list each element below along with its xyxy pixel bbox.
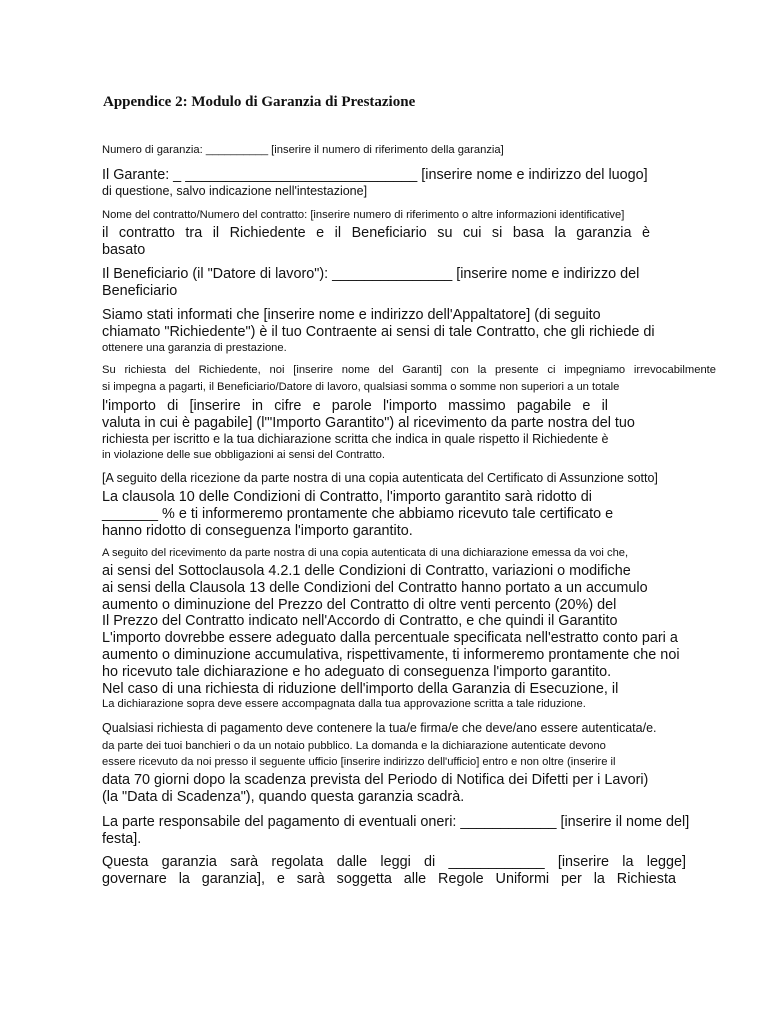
text-line: Il Beneficiario (il "Datore di lavoro"): _______________ [inserire nome e indirizzo del: [102, 266, 640, 282]
text-line: Questa garanzia sarà regolata dalle leggi di ____________ [inserire la legge]: [102, 854, 686, 870]
text-line: _______ % e ti informeremo prontamente che abbiamo ricevuto tale certificato e: [102, 506, 614, 522]
text-line: si impegna a pagarti, il Beneficiario/Datore di lavoro, qualsiasi somma o somme non superiori a un totale: [102, 381, 620, 393]
text-line: [A seguito della ricezione da parte nostra di una copia autenticata del Certificato di Assunzione sotto]: [102, 471, 658, 485]
text-line: da parte dei tuoi banchieri o da un notaio pubblico. La domanda e la dichiarazione autenticate devono: [102, 740, 606, 752]
text-line: ai sensi della Clausola 13 delle Condizioni del Contratto hanno portato a un accumulo: [102, 580, 648, 596]
text-line: Il Prezzo del Contratto indicato nell'Accordo di Contratto, e che quindi il Garantito: [102, 613, 618, 629]
text-line: A seguito del ricevimento da parte nostra di una copia autenticata di una dichiarazione emessa da voi che,: [102, 547, 629, 559]
text-line: (la "Data di Scadenza"), quando questa garanzia scadrà.: [102, 789, 465, 805]
text-line: data 70 giorni dopo la scadenza prevista del Periodo di Notifica dei Difetti per i Lavori): [102, 772, 649, 788]
text-line: ho ricevuto tale dichiarazione e ho adeguato di conseguenza l'importo garantito.: [102, 664, 612, 680]
text-line: Qualsiasi richiesta di pagamento deve contenere la tua/e firma/e che deve/ano essere autenticata/e.: [102, 721, 657, 735]
text-line: il contratto tra il Richiedente e il Beneficiario su cui si basa la garanzia è: [102, 225, 650, 241]
text-line: aumento o diminuzione del Prezzo del Contratto di oltre venti percento (20%) del: [102, 597, 617, 613]
text-line: chiamato "Richiedente") è il tuo Contraente ai sensi di tale Contratto, che gli richiede di: [102, 324, 655, 340]
text-line: ottenere una garanzia di prestazione.: [102, 342, 287, 354]
text-line: Beneficiario: [102, 283, 178, 299]
text-line: Su richiesta del Richiedente, noi [inserire nome del Garanti] con la presente ci impegniamo irrevocabilmente: [102, 364, 716, 376]
text-line: La parte responsabile del pagamento di eventuali oneri: ____________ [inserire il nome del]: [102, 814, 690, 830]
text-line: La clausola 10 delle Condizioni di Contratto, l'importo garantito sarà ridotto di: [102, 489, 592, 505]
text-line: hanno ridotto di conseguenza l'importo garantito.: [102, 523, 413, 539]
text-line: valuta in cui è pagabile] (l'"Importo Garantito") al ricevimento da parte nostra del tuo: [102, 415, 635, 431]
text-line: Nome del contratto/Numero del contratto: [inserire numero di riferimento o altre informazioni identificative]: [102, 209, 625, 221]
text-line: l'importo di [inserire in cifre e parole l'importo massimo pagabile e il: [102, 398, 608, 414]
text-line: La dichiarazione sopra deve essere accompagnata dalla tua approvazione scritta a tale riduzione.: [102, 698, 586, 710]
text-line: aumento o diminuzione accumulativa, rispettivamente, ti informeremo prontamente che noi: [102, 647, 680, 663]
text-line: in violazione delle sue obbligazioni ai sensi del Contratto.: [102, 449, 385, 461]
text-line: richiesta per iscritto e la tua dichiarazione scritta che indica in quale rispetto il Richiedente è: [102, 432, 609, 446]
text-line: Il Garante: _ _____________________________ [inserire nome e indirizzo del luogo]: [102, 167, 648, 183]
text-line: basato: [102, 242, 146, 258]
text-line: ai sensi del Sottoclausola 4.2.1 delle Condizioni di Contratto, variazioni o modifiche: [102, 563, 631, 579]
text-line: Nel caso di una richiesta di riduzione dell'importo della Garanzia di Esecuzione, il: [102, 681, 619, 697]
text-line: L'importo dovrebbe essere adeguato dalla percentuale specificata nell'estratto conto pari a: [102, 630, 678, 646]
text-line: di questione, salvo indicazione nell'intestazione]: [102, 184, 368, 198]
text-line: Siamo stati informati che [inserire nome e indirizzo dell'Appaltatore] (di seguito: [102, 307, 601, 323]
document-title: Appendice 2: Modulo di Garanzia di Prestazione: [103, 94, 416, 110]
text-line: festa].: [102, 831, 142, 847]
text-line: essere ricevuto da noi presso il seguente ufficio [inserire indirizzo dell'ufficio] entro e non oltre (inserire il: [102, 756, 616, 768]
guarantee-number-line: Numero di garanzia: __________ [inserire il numero di riferimento della garanzia]: [102, 144, 504, 156]
text-line: governare la garanzia], e sarà soggetta alle Regole Uniformi per la Richiesta: [102, 871, 676, 887]
